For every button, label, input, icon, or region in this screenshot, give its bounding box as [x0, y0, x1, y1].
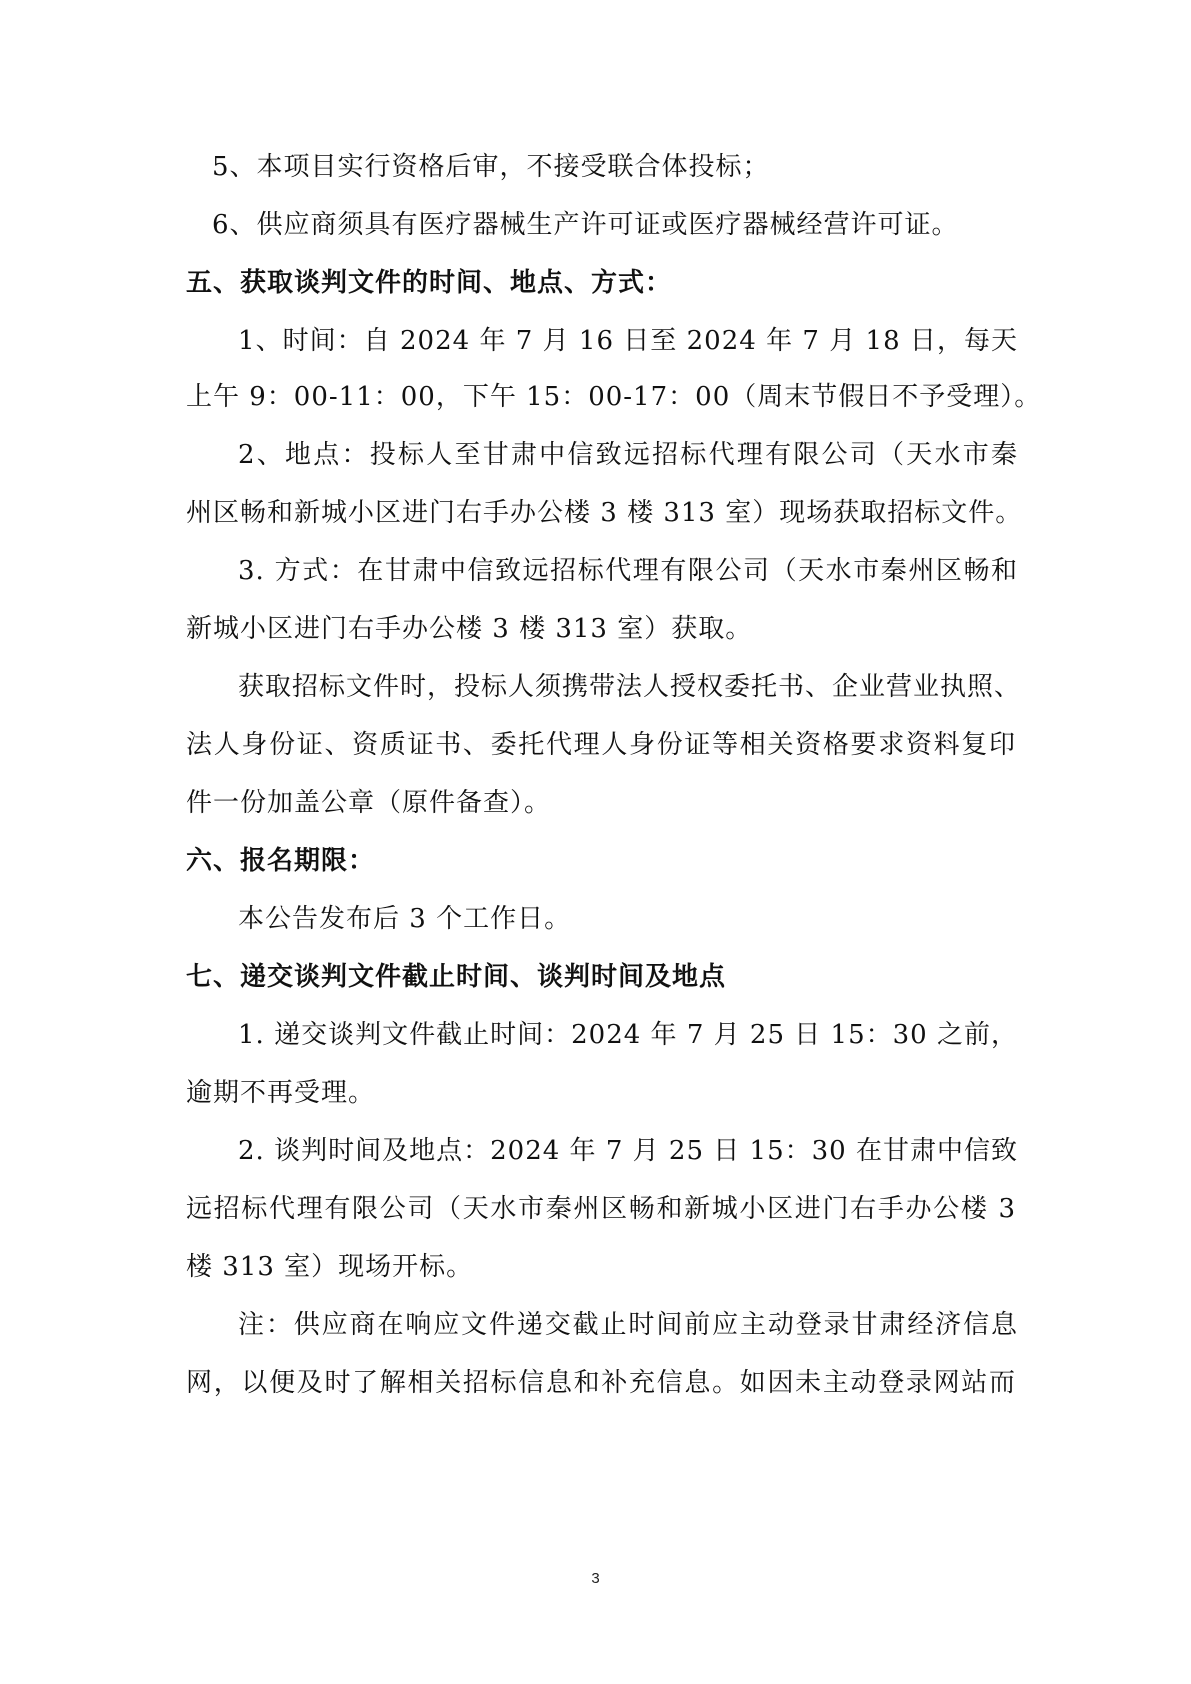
paragraph-line: 网，以便及时了解相关招标信息和补充信息。如因未主动登录网站而	[186, 1368, 1016, 1398]
paragraph-line: 1. 递交谈判文件截止时间：2024 年 7 月 25 日 15：30 之前，	[238, 1020, 1018, 1050]
paragraph-line: 注：供应商在响应文件递交截止时间前应主动登录甘肃经济信息	[238, 1310, 1018, 1340]
page-number: 3	[591, 1570, 600, 1587]
requirement-6: 6、供应商须具有医疗器械生产许可证或医疗器械经营许可证。	[212, 210, 959, 240]
paragraph-line: 获取招标文件时，投标人须携带法人授权委托书、企业营业执照、	[238, 672, 1022, 702]
paragraph-line: 远招标代理有限公司（天水市秦州区畅和新城小区进门右手办公楼 3	[186, 1194, 1016, 1224]
paragraph-line: 逾期不再受理。	[186, 1078, 376, 1108]
paragraph-line: 2、地点：投标人至甘肃中信致远招标代理有限公司（天水市秦	[238, 440, 1018, 470]
paragraph-line: 2. 谈判时间及地点：2024 年 7 月 25 日 15：30 在甘肃中信致	[238, 1136, 1018, 1166]
section-heading-5: 五、获取谈判文件的时间、地点、方式：	[186, 268, 673, 298]
paragraph-line: 3. 方式：在甘肃中信致远招标代理有限公司（天水市秦州区畅和	[238, 556, 1018, 586]
requirement-5: 5、本项目实行资格后审，不接受联合体投标；	[212, 152, 770, 182]
section-heading-6: 六、报名期限：	[186, 846, 376, 876]
paragraph-line: 法人身份证、资质证书、委托代理人身份证等相关资格要求资料复印	[186, 730, 1016, 760]
paragraph-line: 新城小区进门右手办公楼 3 楼 313 室）获取。	[186, 614, 753, 644]
paragraph-line: 本公告发布后 3 个工作日。	[238, 904, 572, 934]
paragraph-line: 上午 9：00-11：00，下午 15：00-17：00（周末节假日不予受理）。	[186, 382, 1042, 412]
section-heading-7: 七、递交谈判文件截止时间、谈判时间及地点	[186, 962, 727, 992]
paragraph-line: 楼 313 室）现场开标。	[186, 1252, 474, 1282]
paragraph-line: 州区畅和新城小区进门右手办公楼 3 楼 313 室）现场获取招标文件。	[186, 498, 1023, 528]
paragraph-line: 件一份加盖公章（原件备查）。	[186, 788, 552, 818]
paragraph-line: 1、时间：自 2024 年 7 月 16 日至 2024 年 7 月 18 日，每天	[238, 326, 1018, 356]
